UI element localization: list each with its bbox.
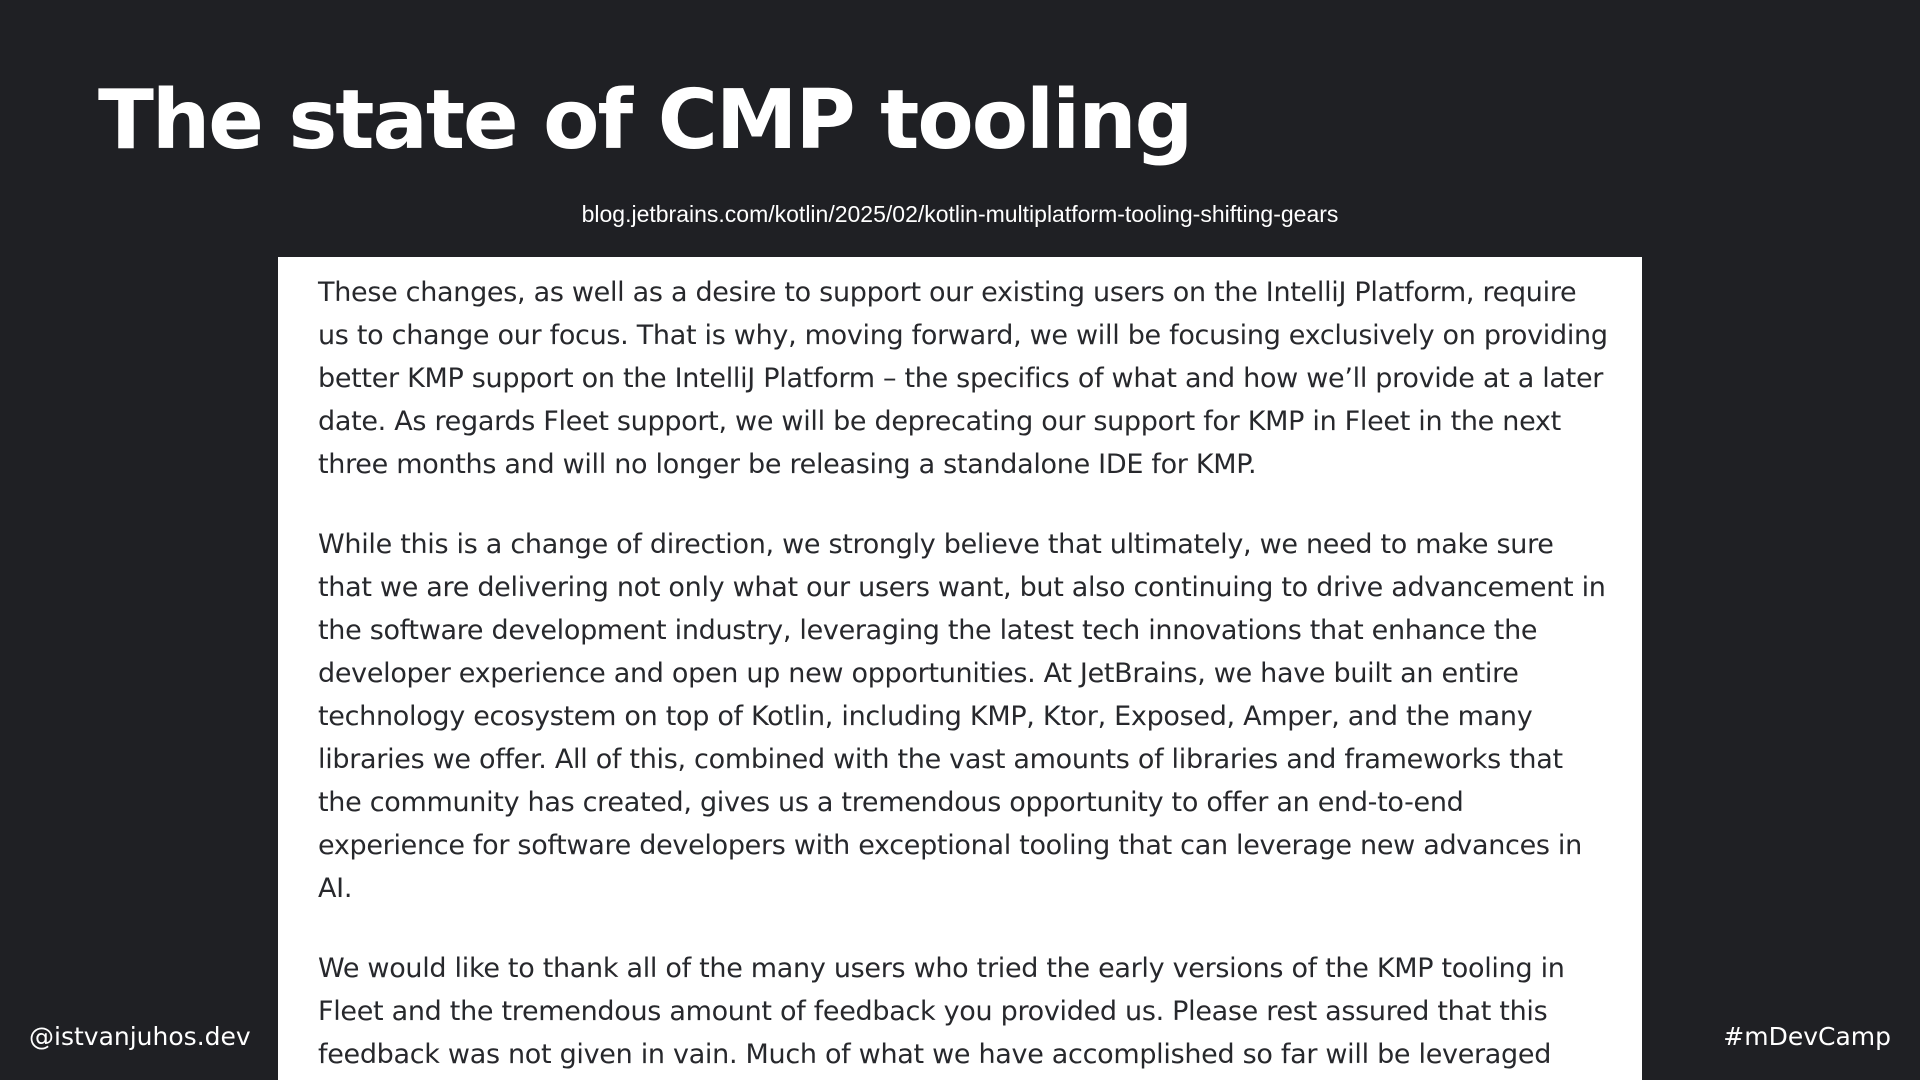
event-hashtag: #mDevCamp	[1723, 1022, 1891, 1051]
source-url: blog.jetbrains.com/kotlin/2025/02/kotlin-multiplatform-tooling-shifting-gears	[581, 201, 1339, 227]
blog-excerpt-card	[278, 257, 1642, 1080]
excerpt-paragraph-3: We would like to thank all of the many users who tried the early versions of the KMP tooling in Fleet and the tremendous amount of feedback you provided us. Please rest assured that this feedback was not given in vain. Much of what we have accomplished so far will be leveraged	[318, 953, 1565, 1070]
excerpt-paragraph-2: While this is a change of direction, we strongly believe that ultimately, we need to make sure that we are delivering not only what our users want, but also continuing to drive advancement in the software development industry, leveraging the latest tech innovations that enhance the developer experience and open up new opportunities. At JetBrains, we have built an entire technology ecosystem on top of Kotlin, including KMP, Ktor, Exposed, Amper, and the many libraries we offer. All of this, combined with the vast amounts of libraries and frameworks that the community has created, gives us a tremendous opportunity to offer an end-to-end experience for software developers with exceptional tooling that can leverage new advances in AI.	[318, 529, 1606, 904]
excerpt-paragraph-1: These changes, as well as a desire to support our existing users on the IntelliJ Platform, require us to change our focus. That is why, moving forward, we will be focusing exclusively on providing better KMP support on the IntelliJ Platform – the specifics of what and how we’ll provide at a later date. As regards Fleet support, we will be deprecating our support for KMP in Fleet in the next three months and will no longer be releasing a standalone IDE for KMP.	[318, 277, 1608, 480]
author-handle: @istvanjuhos.dev	[29, 1022, 251, 1051]
slide-title: The state of CMP tooling	[98, 73, 1192, 168]
